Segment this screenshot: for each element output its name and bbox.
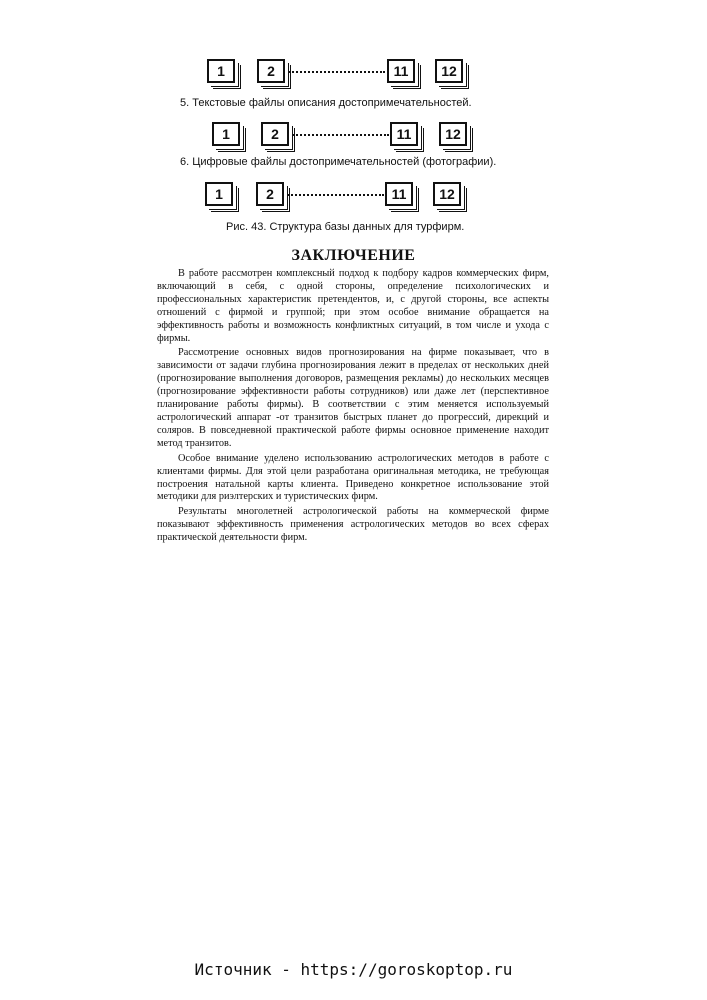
section-title: ЗАКЛЮЧЕНИЕ — [291, 247, 416, 264]
ellipsis-connector — [289, 71, 385, 73]
source-footer: Источник - https://goroskoptop.ru — [194, 960, 513, 979]
file-box-11: 11 — [387, 59, 415, 83]
file-box-12: 12 — [433, 182, 461, 206]
paragraph-2: Рассмотрение основных видов прогнозирования на фирме показывает, что в зависимости от задачи глубина прогнозирования лежит в пределах от нескольких дней (прогнозирование выполнения договоров, размещения рекламы) до нескольких месяцев (прогнозирование эффективности работы сотрудников) или даже лет (перспективное планирование работы фирмы). В соответствии с этим меняется используемый астрологический аппарат -от транзитов быстрых планет до прогрессий, дирекций и соляров. В повседневной практической работе фирмы основное применение находит метод транзитов. — [157, 347, 549, 449]
file-box-2: 2 — [257, 59, 285, 83]
diagram-row-1 — [0, 57, 707, 97]
file-box-2: 2 — [261, 122, 289, 146]
figure-caption: Рис. 43. Структура базы данных для турфирм. — [226, 221, 465, 233]
file-box-1: 1 — [205, 182, 233, 206]
file-box-1: 1 — [207, 59, 235, 83]
diagram-row-3 — [0, 180, 707, 220]
ellipsis-connector — [293, 134, 389, 136]
paragraph-4: Результаты многолетней астрологической работы на коммерческой фирме показывают эффективность применения астрологических методов во всех сферах практической деятельности фирм. — [157, 506, 549, 544]
ellipsis-connector — [288, 194, 384, 196]
item-5-label: 5. Текстовые файлы описания достопримечательностей. — [180, 97, 472, 109]
section-body — [157, 268, 549, 547]
file-box-11: 11 — [385, 182, 413, 206]
item-6-label: 6. Цифровые файлы достопримечательностей (фотографии). — [180, 156, 497, 168]
file-box-2: 2 — [256, 182, 284, 206]
paragraph-3: Особое внимание уделено использованию астрологических методов в работе с клиентами фирмы. Для этой цели разработана оригинальная методика, не требующая построения натальной карты клиента. Приведено конкретное использование этой методики для риэлтерских и туристических фирм. — [157, 452, 549, 503]
diagram-row-2 — [0, 120, 707, 160]
file-box-12: 12 — [435, 59, 463, 83]
paragraph-1: В работе рассмотрен комплексный подход к подбору кадров коммерческих фирм, включающий в себя, с одной стороны, определение психологических и профессиональных характеристик претендентов, и, с другой стороны, все аспекты отношений с фирмой и группой; при этом особое внимание обращается на эффективность работы и возможность конфликтных ситуаций, в том числе и ухода с фирмы. — [157, 268, 549, 344]
file-box-11: 11 — [390, 122, 418, 146]
file-box-1: 1 — [212, 122, 240, 146]
file-box-12: 12 — [439, 122, 467, 146]
